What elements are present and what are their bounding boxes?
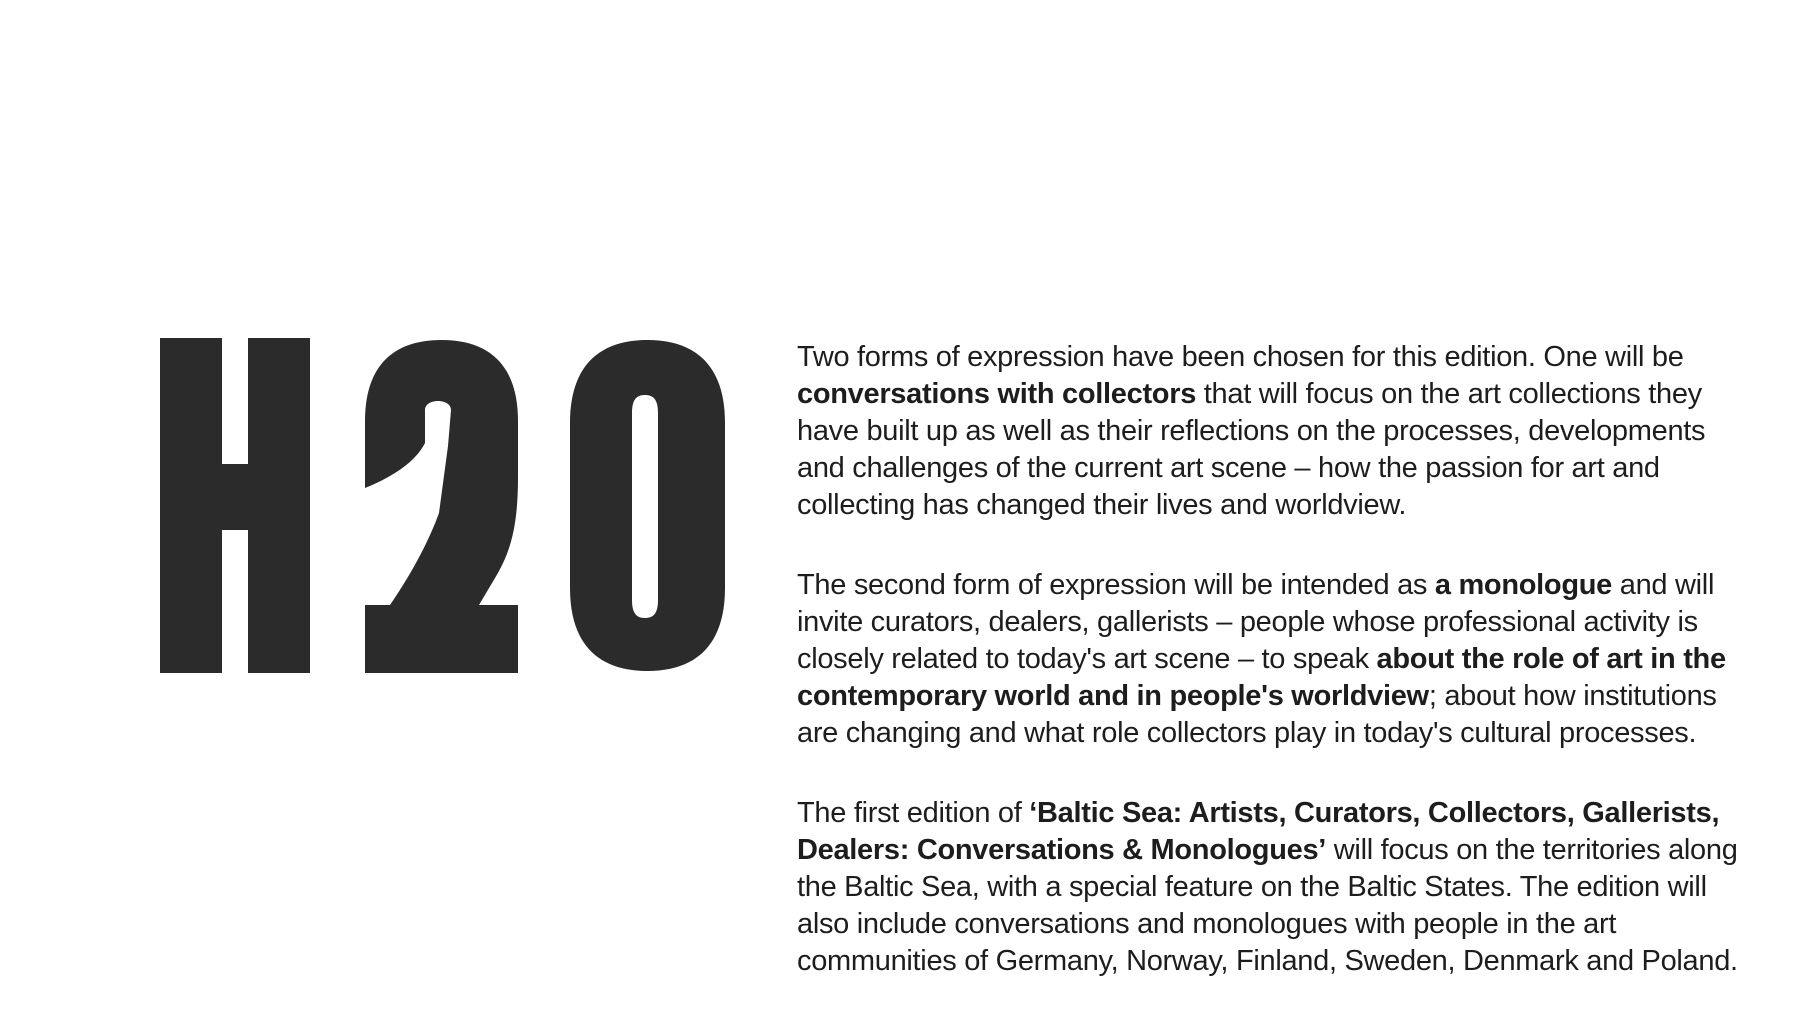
text-segment: also include conversations and monologues with people in the art — [797, 908, 1617, 940]
text-line — [797, 413, 1762, 450]
text-line — [797, 376, 1762, 413]
paragraph — [797, 795, 1762, 980]
text-line — [797, 450, 1762, 487]
text-line — [797, 487, 1762, 524]
text-line — [797, 604, 1762, 641]
text-line — [797, 943, 1762, 980]
text-segment: The first edition of — [797, 797, 1030, 829]
bold-text-segment: contemporary world and in people's worldview — [797, 680, 1429, 712]
paragraph — [797, 567, 1762, 752]
h20-logo-graphic — [160, 338, 725, 673]
text-segment: Two forms of expression have been chosen for this edition. One will be — [797, 341, 1684, 373]
text-segment: the Baltic Sea, with a special feature on the Baltic States. The edition will — [797, 871, 1707, 903]
text-segment: and will — [1612, 569, 1715, 601]
text-line — [797, 869, 1762, 906]
logo-glyph-0 — [570, 340, 725, 671]
text-line — [797, 832, 1762, 869]
bold-text-segment: about the role of art in the — [1376, 643, 1726, 675]
logo-glyph-2 — [365, 340, 518, 673]
bold-text-segment: conversations with collectors — [797, 378, 1197, 410]
text-segment: will focus on the territories along — [1326, 834, 1738, 866]
text-segment: closely related to today's art scene – to speak — [797, 643, 1377, 675]
h20-logo[interactable] — [160, 338, 725, 673]
text-segment: collecting has changed their lives and worldview. — [797, 489, 1407, 521]
logo-glyph-h — [160, 338, 310, 673]
text-segment: communities of Germany, Norway, Finland, Sweden, Denmark and Poland. — [797, 945, 1738, 977]
text-line — [797, 567, 1762, 604]
bold-text-segment: Dealers: Conversations & Monologues’ — [797, 834, 1327, 866]
text-line — [797, 641, 1762, 678]
text-segment: ; about how institutions — [1428, 680, 1717, 712]
text-line — [797, 678, 1762, 715]
text-line — [797, 795, 1762, 832]
text-segment: are changing and what role collectors play in today's cultural processes. — [797, 717, 1697, 749]
text-segment: invite curators, dealers, gallerists – people whose professional activity is — [797, 606, 1698, 638]
bold-text-segment: a monologue — [1434, 569, 1613, 601]
text-segment: The second form of expression will be intended as — [797, 569, 1435, 601]
text-line — [797, 906, 1762, 943]
text-segment: and challenges of the current art scene – how the passion for art and — [797, 452, 1660, 484]
bold-text-segment: ‘Baltic Sea: Artists, Curators, Collectors, Gallerists, — [1029, 797, 1720, 829]
text-segment: have built up as well as their reflections on the processes, developments — [797, 415, 1706, 447]
text-segment: that will focus on the art collections they — [1196, 378, 1702, 410]
paragraph — [797, 339, 1762, 524]
text-line — [797, 339, 1762, 376]
article-text — [797, 339, 1762, 1023]
text-line — [797, 715, 1762, 752]
